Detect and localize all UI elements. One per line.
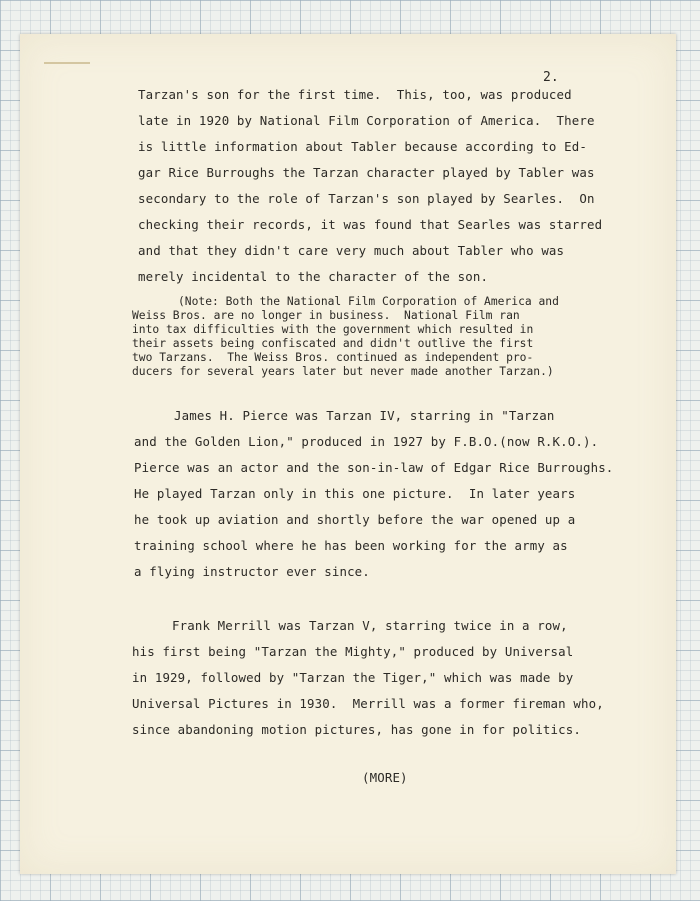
paragraph-1-line: secondary to the role of Tarzan's son played by Searles. On — [138, 191, 595, 206]
paragraph-1-line: checking their records, it was found that Searles was starred — [138, 217, 603, 232]
paragraph-3-line: Frank Merrill was Tarzan V, starring twice in a row, — [172, 618, 568, 633]
paragraph-2-line: and the Golden Lion," produced in 1927 by F.B.O.(now R.K.O.). — [134, 434, 599, 449]
paragraph-3-line: Universal Pictures in 1930. Merrill was a former fireman who, — [132, 696, 604, 711]
paragraph-2-line: a flying instructor ever since. — [134, 564, 370, 579]
paragraph-2-line: he took up aviation and shortly before the war opened up a — [134, 512, 576, 527]
paragraph-1-line: Tarzan's son for the first time. This, too, was produced — [138, 87, 572, 102]
note-line: ducers for several years later but never made another Tarzan.) — [132, 365, 554, 378]
paragraph-1-line: late in 1920 by National Film Corporation of America. There — [138, 113, 595, 128]
note-line: (Note: Both the National Film Corporation of America and — [178, 295, 559, 308]
paragraph-2-line: training school where he has been working for the army as — [134, 538, 568, 553]
more-marker: (MORE) — [362, 770, 408, 785]
note-line: their assets being confiscated and didn't outlive the first — [132, 337, 534, 350]
page-number: 2. — [543, 70, 559, 85]
paragraph-2-line: He played Tarzan only in this one picture. In later years — [134, 486, 576, 501]
paragraph-1-line: merely incidental to the character of the son. — [138, 269, 489, 284]
typewritten-page — [20, 34, 676, 874]
paragraph-1-line: gar Rice Burroughs the Tarzan character played by Tabler was — [138, 165, 595, 180]
paragraph-3-line: in 1929, followed by "Tarzan the Tiger," which was made by — [132, 670, 574, 685]
paragraph-3-line: his first being "Tarzan the Mighty," produced by Universal — [132, 644, 574, 659]
paragraph-1-line: and that they didn't care very much about Tabler who was — [138, 243, 565, 258]
note-line: Weiss Bros. are no longer in business. National Film ran — [132, 309, 520, 322]
paragraph-2-line: Pierce was an actor and the son-in-law of Edgar Rice Burroughs. — [134, 460, 614, 475]
note-line: two Tarzans. The Weiss Bros. continued as independent pro- — [132, 351, 534, 364]
paragraph-3-line: since abandoning motion pictures, has gone in for politics. — [132, 722, 581, 737]
paragraph-1-line: is little information about Tabler because according to Ed- — [138, 139, 587, 154]
note-line: into tax difficulties with the government which resulted in — [132, 323, 534, 336]
paragraph-2-line: James H. Pierce was Tarzan IV, starring in "Tarzan — [174, 408, 555, 423]
